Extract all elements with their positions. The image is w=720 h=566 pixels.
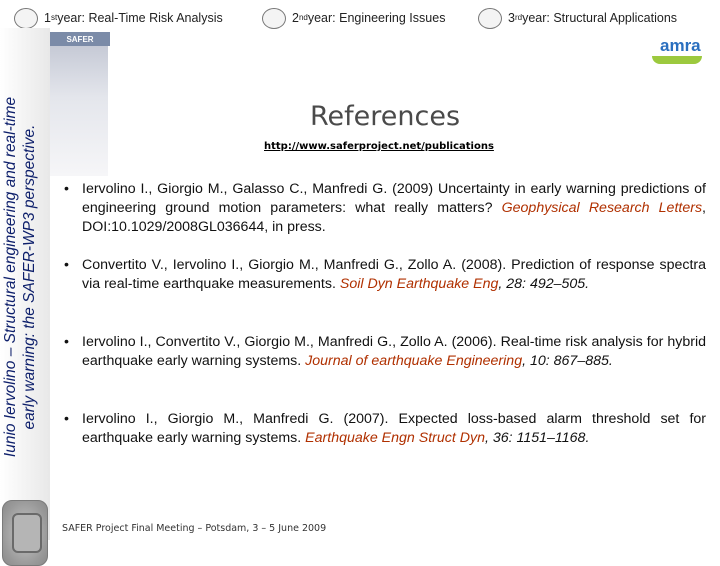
- reference-journal: Journal of earthquake Engineering: [305, 353, 523, 369]
- sidebar-author-caption: [1, 62, 49, 492]
- reference-item: [62, 256, 706, 294]
- reference-journal: Soil Dyn Earthquake Eng: [339, 276, 499, 292]
- tab-label: year: Real-Time Risk Analysis: [57, 11, 223, 25]
- reference-authors: Convertito V., Iervolino I., Giorgio M., Manfredi G., Zollo A. (2008). Prediction of response spectra via real-time earthquake measurements.: [82, 257, 706, 292]
- university-seal-logo: [2, 500, 48, 566]
- reference-details: , DOI:10.1029/2008GL036644, in press.: [82, 200, 706, 235]
- reference-item: [62, 333, 706, 371]
- bullet-icon: •: [64, 181, 69, 197]
- reference-text: [82, 180, 706, 237]
- reference-volume: , 10: 867–885.: [522, 353, 613, 369]
- tab-label: year: Structural Applications: [522, 11, 678, 25]
- reference-authors: Iervolino I., Convertito V., Giorgio M., Manfredi G., Zollo A. (2006). Real-time risk analysis for hybrid earthquake early warning systems.: [82, 334, 706, 369]
- reference-item: [62, 410, 706, 448]
- amra-swoosh-icon: [652, 56, 702, 64]
- page-title: References: [309, 101, 461, 132]
- reference-volume: , 36: 1151–1168.: [484, 430, 590, 446]
- reference-authors: Iervolino I., Giorgio M., Manfredi G. (2007). Expected loss-based alarm threshold set for earthquake early warning systems.: [82, 411, 706, 446]
- tab-label: year: Engineering Issues: [307, 11, 446, 25]
- tab-year-3[interactable]: 3 rd year: Structural Applications: [478, 8, 677, 28]
- top-navigation-bar: [0, 0, 720, 36]
- reference-journal: Earthquake Engn Struct Dyn: [305, 430, 485, 446]
- tab-oval-icon: [262, 8, 286, 29]
- bullet-icon: •: [64, 257, 69, 273]
- reference-item: [62, 180, 706, 237]
- footer-caption: SAFER Project Final Meeting – Potsdam, 3 – 5 June 2009: [62, 523, 327, 534]
- safer-logo: SAFER: [50, 32, 110, 46]
- tab-oval-icon: [478, 8, 502, 29]
- reference-journal: Geophysical Research Letters: [501, 200, 703, 216]
- tab-year-1[interactable]: 1 st year: Real-Time Risk Analysis: [14, 8, 223, 28]
- reference-text: [82, 410, 706, 448]
- sidebar: [0, 28, 50, 540]
- tab-ordinal: 3: [508, 11, 515, 25]
- reference-authors: Iervolino I., Giorgio M., Galasso C., Manfredi G. (2009) Uncertainty in early warning predictions of engineering ground motion parameters: what really matters?: [82, 181, 706, 216]
- reference-text: [82, 256, 706, 294]
- sidebar-caption-line-1: Iunio Iervolino – Structural engineering and real-time: [2, 96, 19, 458]
- amra-logo: [652, 36, 702, 64]
- reference-volume: , 28: 492–505.: [498, 276, 590, 292]
- sidebar-caption-line-2: early warning: the SAFER-WP3 perspective.: [21, 124, 38, 430]
- bullet-icon: •: [64, 334, 69, 350]
- amra-logo-text: amra: [660, 36, 701, 55]
- tab-oval-icon: [14, 8, 38, 29]
- header-thumbnail-image: [50, 46, 108, 176]
- publications-link[interactable]: http://www.saferproject.net/publications: [264, 141, 494, 152]
- reference-text: [82, 333, 706, 371]
- seal-emblem-icon: [12, 513, 42, 553]
- tab-ordinal: 2: [292, 11, 299, 25]
- tab-ordinal: 1: [44, 11, 51, 25]
- bullet-icon: •: [64, 411, 69, 427]
- tab-year-2[interactable]: 2 nd year: Engineering Issues: [262, 8, 445, 28]
